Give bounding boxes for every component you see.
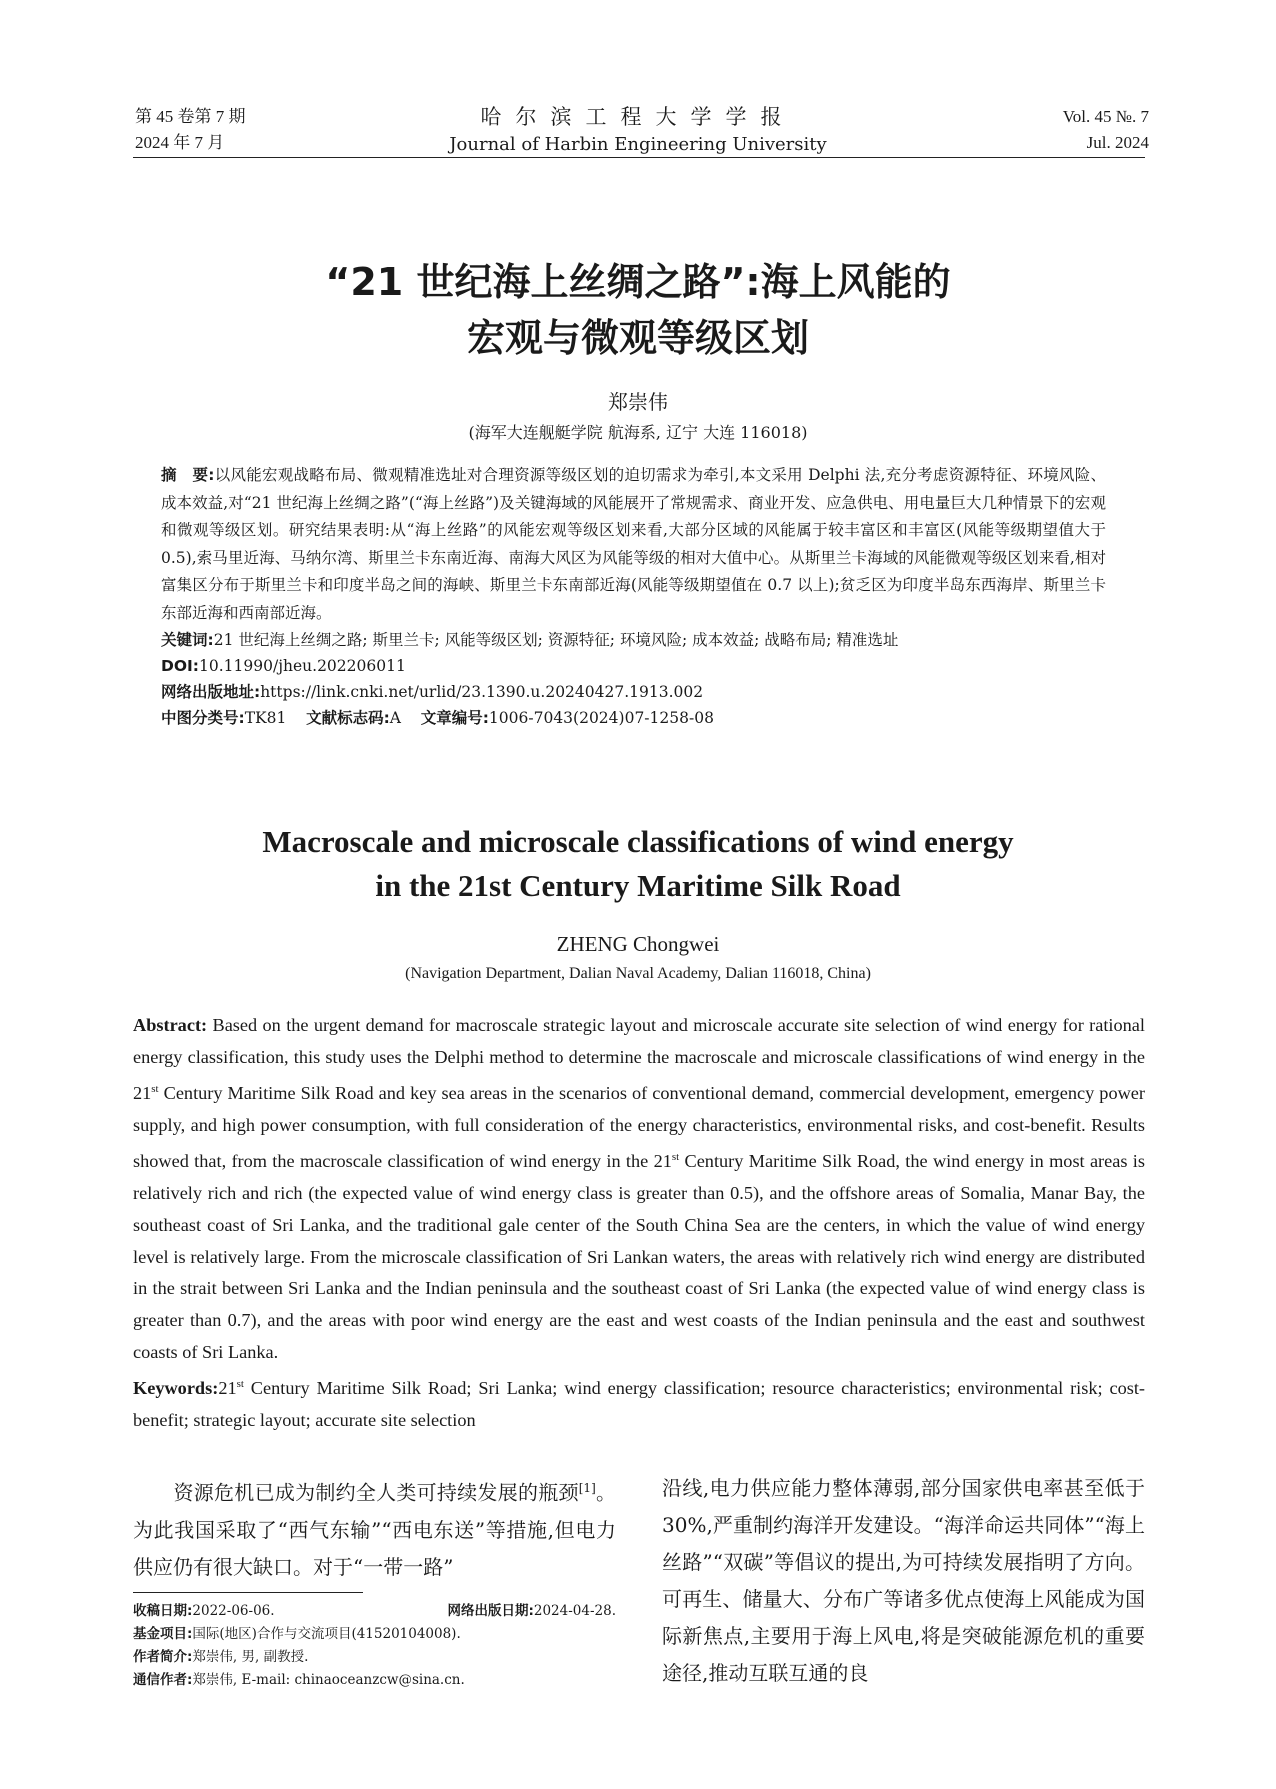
online-date [447,1600,616,1623]
fund-label: 基金项目: [133,1626,193,1642]
title-en-line2: in the 21st Century Maritime Silk Road [375,868,901,903]
title-cn [0,254,1276,366]
journal-title-cn: 哈尔滨工程大学学报 [480,105,796,129]
keywords-en [133,1369,1145,1437]
title-cn-line2: 宏观与微观等级区划 [466,316,809,360]
clc-value: TK81 [244,709,287,727]
abstract-en-sup-2: st [671,1150,680,1163]
abstract-cn-text: 以风能宏观战略布局、微观精准选址对合理资源等级区划的迫切需求为牵引,本文采用 Delphi 法,充分考虑资源特征、环境风险、成本效益,对“21 世纪海上丝绸之路”(“海上丝路”)及关键海域的风能展开了常规需求、商业开发、应急供电、用电量巨大几种情景下的宏观和微观等级区划。研究结果表明:从“海上丝路”的风能宏观等级区划来看,大部分区域的风能属于较丰富区和丰富区(风能等级期望值大于 0.5),索马里近海、马纳尔湾、斯里兰卡东南近海、南海大风区为风能等级的相对大值中心。从斯里兰卡海域的风能微观等级区划来看,相对富集区分布于斯里兰卡和印度半岛之间的海峡、斯里兰卡东南部近海(风能等级期望值在 0.7 以上);贫乏区为印度半岛东西海岸、斯里兰卡东部近海和西南部近海。 [161,466,1107,622]
doc-code-label: 文献标志码: [306,709,390,727]
online-url-link[interactable]: https://link.cnki.net/urlid/23.1390.u.20240427.1913.002 [260,683,704,701]
online-date-label: 网络出版日期: [447,1603,534,1619]
keywords-en-pre: 21 [218,1378,237,1399]
header-volume: 第 45 卷第 7 期 [135,107,246,126]
keywords-en-label: Keywords: [133,1378,219,1399]
received-date [133,1600,275,1623]
abstract-en-text-1: Based on the urgent demand for macroscale strategic layout and microscale accurate site selection of wind energy for rational energy classification, this study uses the Delphi method to determine the macroscale and microscale classifications of wind energy in the 21 [133,1015,1145,1103]
article-no-value: 1006-7043(2024)07-1258-08 [488,709,714,727]
body-left-column [133,1470,616,1586]
classification-line [161,705,1106,731]
corr-label: 通信作者: [133,1672,193,1688]
received-label: 收稿日期: [133,1603,193,1619]
footnote-dates [133,1600,616,1623]
footnotes [133,1600,616,1692]
corresponding-author [133,1669,616,1692]
keywords-cn-label: 关键词: [161,631,214,649]
clc-label: 中图分类号: [161,709,245,727]
online-url-label: 网络出版地址: [161,683,261,701]
keywords-cn-text: 21 世纪海上丝绸之路; 斯里兰卡; 风能等级区划; 资源特征; 环境风险; 成本效益; 战略布局; 精准选址 [213,631,899,649]
keywords-cn [161,627,1106,653]
citation-ref[interactable]: [1] [578,1481,596,1495]
abstract-cn [161,462,1106,731]
doi-link[interactable]: 10.11990/jheu.202206011 [199,657,406,675]
affiliation-cn: (海军大连舰艇学院 航海系, 辽宁 大连 116018) [468,423,808,442]
abstract-en-label: Abstract: [133,1015,208,1035]
doc-code-value: A [389,709,401,727]
header-vol-en [1063,104,1149,156]
abstract-en-body [133,1010,1145,1369]
author-bio [133,1646,616,1669]
keywords-en-text: Century Maritime Silk Road; Sri Lanka; wind energy classification; resource characteristics; environmental risk; cost-benefit; strategic layout; accurate site selection [133,1378,1145,1431]
title-cn-line1: “21 世纪海上丝绸之路”:海上风能的 [325,260,951,304]
abstract-en [133,1010,1145,1437]
abstract-cn-body [161,462,1106,627]
corr-value: 郑崇伟, E-mail: chinaoceanzcw@sina.cn. [192,1672,465,1688]
received-value: 2022-06-06. [192,1603,275,1619]
bio-label: 作者简介: [133,1649,193,1665]
online-date-value: 2024-04-28. [533,1603,616,1619]
header-date-cn: 2024 年 7 月 [135,133,225,152]
abstract-en-text-2: Century Maritime Silk Road and key sea areas in the scenarios of conventional demand, commercial development, emergency power supply, and high power consumption, with full consideration of the energy characteristics, environmental risks, and cost-benefit. Results showed that, from the macroscale classification of wind energy in the 21 [133,1082,1145,1171]
fund-value: 国际(地区)合作与交流项目(41520104008). [192,1626,461,1642]
abstract-cn-label: 摘 要: [161,466,215,484]
author-cn: 郑崇伟 [608,390,668,414]
fund-project [133,1623,616,1646]
journal-title-en: Journal of Harbin Engineering University [449,134,827,155]
title-en [0,820,1276,908]
body-left-text-b: 。为此我国采取了“西气东输”“西电东送”等措施,但电力供应仍有很大缺口。对于“一带一路” [133,1480,617,1579]
author-en: ZHENG Chongwei [556,932,720,956]
footnote-rule [133,1592,363,1593]
header-vol-no: Vol. 45 №. 7 [1062,107,1149,126]
keywords-en-sup: st [236,1378,244,1391]
bio-value: 郑崇伟, 男, 副教授. [192,1649,309,1665]
doi-label: DOI: [161,657,200,675]
doi [161,653,1106,679]
abstract-en-text-3: Century Maritime Silk Road, the wind energy in most areas is relatively rich and rich (the expected value of wind energy class is greater than 0.5), and the offshore areas of Somalia, Manar Bay, the southeast coast of Sri Lanka, and the traditional gale center of the South China Sea are the centers, in which the value of wind energy level is relatively large. From the microscale classification of Sri Lankan waters, the areas with relatively rich wind energy are distributed in the strait between Sri Lanka and the Indian peninsula and the southeast coast of Sri Lanka (the expected value of wind energy class is greater than 0.7), and the areas with poor wind energy are the east and west coasts of the Indian peninsula and the east and southwest coasts of Sri Lanka. [133,1150,1145,1363]
affiliation-en: (Navigation Department, Dalian Naval Academy, Dalian 116018, China) [405,965,871,982]
body-right-column: 沿线,电力供应能力整体薄弱,部分国家供电率甚至低于 30%,严重制约海洋开发建设。“海洋命运共同体”“海上丝路”“双碳”等倡议的提出,为可持续发展指明了方向。可再生、储量大、分布广等诸多优点使海上风能成为国际新焦点,主要用于海上风电,将是突破能源危机的重要途径,推动互联互通的良 [662,1476,1145,1685]
article-no-label: 文章编号: [420,709,489,727]
title-en-line1: Macroscale and microscale classifications of wind energy [262,824,1014,859]
header-rule [133,157,1145,158]
abstract-en-sup-1: st [151,1082,159,1095]
header-date-en: Jul. 2024 [1086,133,1149,152]
body-left-text-a: 资源危机已成为制约全人类可持续发展的瓶颈 [133,1480,579,1505]
online-url [161,679,1106,705]
